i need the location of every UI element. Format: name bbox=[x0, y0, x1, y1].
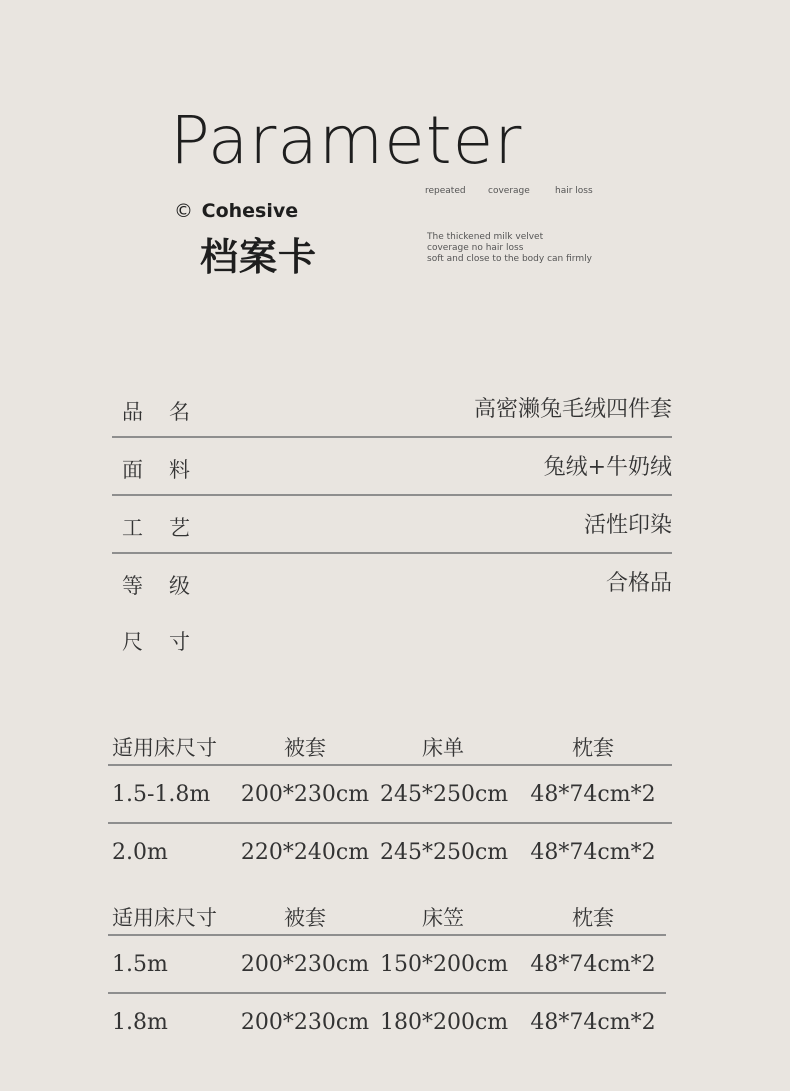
tagline-line: soft and close to the body can firmly bbox=[427, 254, 592, 264]
param-label: 尺寸 bbox=[122, 630, 216, 654]
param-value: 活性印染 bbox=[583, 513, 672, 538]
table-cell: 220*240cm bbox=[240, 840, 370, 865]
table-row bbox=[108, 994, 666, 1050]
table-cell: 1.5-1.8m bbox=[112, 782, 211, 807]
param-value: 高密濑兔毛绒四件套 bbox=[473, 397, 672, 422]
table-cell: 200*230cm bbox=[240, 782, 370, 807]
table-cell: 150*200cm bbox=[380, 952, 509, 977]
table-cell: 200*230cm bbox=[240, 952, 370, 977]
header-cell: 床单 bbox=[422, 736, 464, 760]
param-value: 合格品 bbox=[605, 571, 672, 596]
size-table-fitted-sheet bbox=[108, 888, 666, 1050]
table-cell: 48*74cm*2 bbox=[530, 840, 656, 865]
param-label: 品名 bbox=[122, 400, 216, 424]
table-cell: 245*250cm bbox=[380, 782, 509, 807]
header-cell: 被套 bbox=[284, 736, 326, 760]
size-table-bed-sheet bbox=[108, 718, 672, 880]
param-label: 等级 bbox=[122, 574, 216, 598]
param-row-fabric bbox=[112, 438, 672, 496]
param-row-craft bbox=[112, 496, 672, 554]
tag-coverage: coverage bbox=[488, 186, 530, 196]
header-cell: 枕套 bbox=[572, 736, 614, 760]
param-row-grade bbox=[112, 554, 672, 610]
table-cell: 1.8m bbox=[112, 1010, 168, 1035]
table-cell: 48*74cm*2 bbox=[530, 1010, 656, 1035]
param-value: 兔绒+牛奶绒 bbox=[543, 455, 672, 480]
param-label: 面料 bbox=[122, 458, 216, 482]
brand-chinese-title: 档案卡 bbox=[200, 235, 318, 279]
table-cell: 48*74cm*2 bbox=[530, 782, 656, 807]
param-row-size bbox=[112, 610, 672, 666]
tagline-line: The thickened milk velvet bbox=[427, 232, 544, 242]
table-cell: 48*74cm*2 bbox=[530, 952, 656, 977]
brand-name: Cohesive bbox=[201, 200, 299, 222]
tag-repeated: repeated bbox=[425, 186, 466, 196]
tag-hair-loss: hair loss bbox=[555, 186, 593, 196]
table-cell: 200*230cm bbox=[240, 1010, 370, 1035]
table-cell: 180*200cm bbox=[380, 1010, 509, 1035]
param-label: 工艺 bbox=[122, 516, 216, 540]
table-row bbox=[108, 936, 666, 994]
table-header bbox=[108, 888, 666, 936]
header-cell: 枕套 bbox=[572, 906, 614, 930]
page-title: Parameter bbox=[170, 102, 523, 179]
header-cell: 床笠 bbox=[422, 906, 464, 930]
header-cell: 适用床尺寸 bbox=[112, 906, 217, 930]
table-row bbox=[108, 766, 672, 824]
parameter-table bbox=[112, 380, 672, 666]
header-cell: 适用床尺寸 bbox=[112, 736, 217, 760]
header-cell: 被套 bbox=[284, 906, 326, 930]
copyright-symbol: © bbox=[174, 200, 193, 222]
table-cell: 1.5m bbox=[112, 952, 168, 977]
brand-logo bbox=[174, 200, 298, 222]
table-cell: 245*250cm bbox=[380, 840, 509, 865]
table-cell: 2.0m bbox=[112, 840, 168, 865]
tagline-line: coverage no hair loss bbox=[427, 243, 524, 253]
tagline bbox=[427, 232, 592, 265]
param-row-name bbox=[112, 380, 672, 438]
table-header bbox=[108, 718, 672, 766]
table-row bbox=[108, 824, 672, 880]
